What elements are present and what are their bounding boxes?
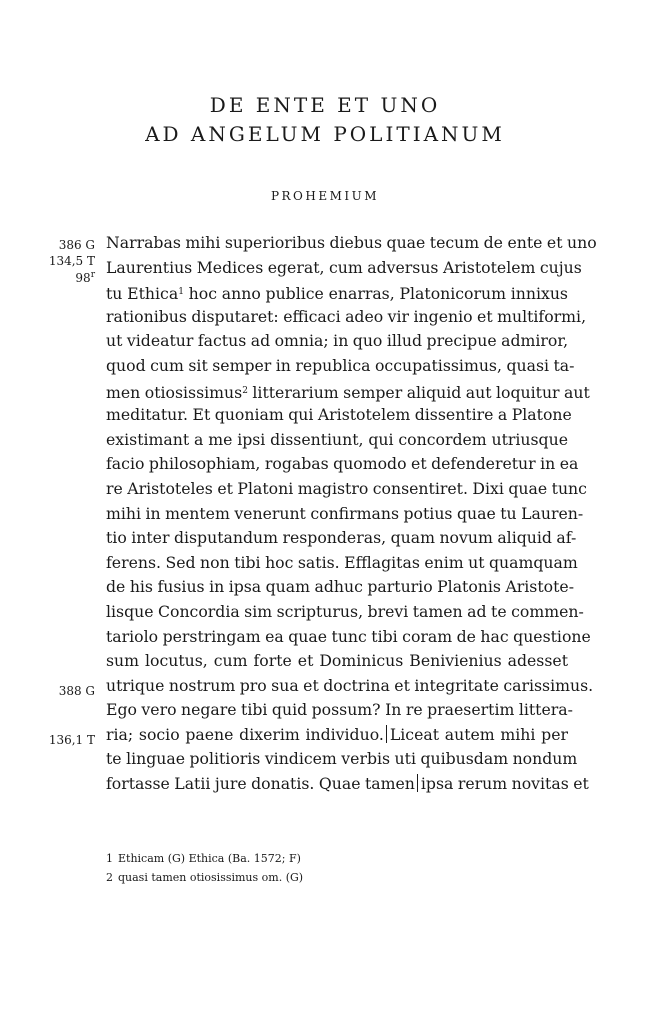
page-title-line-2: AD ANGELUM POLITIANUM [145, 122, 505, 146]
margin-ref-388g: 388 G [58, 684, 95, 698]
page-title-line-1: DE ENTE ET UNO [209, 93, 441, 117]
text-line: existimant a me ipsi dissentiunt, qui concordem utriusque [106, 429, 568, 449]
page-break-marker [417, 774, 418, 792]
text-span: fortasse Latii jure donatis. Quae tamen [106, 774, 415, 794]
footnote [106, 849, 303, 868]
footnote-text: quasi tamen otiosissimus om. (G) [118, 871, 304, 884]
text-span: tu Ethica [106, 284, 179, 304]
text-span: hoc anno publice enarras, Platonicorum innixus [183, 284, 568, 304]
text-line [106, 772, 589, 797]
margin-ref-98r [40, 270, 95, 285]
margin-ref-386g: 386 G [58, 238, 95, 252]
text-span: ria; socio paene dixerim individuo. [106, 724, 384, 744]
text-line: Ego vero negare tibi quid possum? In re praesertim littera- [106, 700, 573, 720]
footnote-number: 2 [106, 871, 113, 884]
text-line: tio inter disputandum responderas, quam novum aliquid af- [106, 528, 577, 548]
text-span: litterarium semper aliquid aut loquitur aut [247, 382, 590, 402]
margin-ref-98r-number: 98 [75, 271, 91, 285]
page-break-marker [386, 725, 387, 743]
text-line: quod cum sit semper in republica occupatissimus, quasi ta- [106, 355, 575, 375]
footnote-marker-1: 1 [178, 287, 184, 298]
footnote-text: Ethicam (G) Ethica (Ba. 1572; F) [118, 852, 301, 865]
text-line: te linguae politioris vindicem verbis uti quibusdam nondum [106, 749, 578, 769]
footnote [106, 868, 303, 887]
text-line: ut videatur factus ad omnia; in quo illud precipue admiror, [106, 331, 569, 351]
text-line: facio philosophiam, rogabas quomodo et defenderetur in ea [106, 454, 579, 474]
text-line: lisque Concordia sim scripturus, brevi tamen ad te commen- [106, 601, 584, 621]
text-line: sum locutus, cum forte et Dominicus Benivienius adesset [106, 651, 568, 671]
footnote-number: 1 [106, 852, 113, 865]
text-line [106, 379, 590, 404]
prohemium-text [106, 231, 597, 797]
section-heading: PROHEMIUM [270, 189, 380, 203]
margin-ref-134-5t: 134,5 T [48, 254, 95, 268]
text-span: ipsa rerum novitas et [420, 774, 589, 794]
text-line: ferens. Sed non tibi hoc satis. Efflagitas enim ut quamquam [106, 552, 578, 572]
text-line: re Aristoteles et Platoni magistro consentiret. Dixi quae tunc [106, 478, 587, 498]
margin-ref-98r-sup: r [90, 270, 95, 280]
footnotes [106, 849, 303, 887]
text-line: utrique nostrum pro sua et doctrina et integritate carissimus. [106, 675, 594, 695]
footnote-marker-2: 2 [242, 385, 248, 396]
text-line: de his fusius in ipsa quam adhuc parturio Platonis Aristote- [106, 577, 574, 597]
text-line: rationibus disputaret: efficaci adeo vir ingenio et multiformi, [106, 306, 587, 326]
text-span: men otiosissimus [106, 382, 243, 402]
text-line: mihi in mentem venerunt confirmans potius quae tu Lauren- [106, 503, 584, 523]
margin-ref-136-1t: 136,1 T [48, 733, 95, 747]
text-line: Narrabas mihi superioribus diebus quae tecum de ente et uno [106, 233, 597, 252]
text-span: Liceat autem mihi per [389, 724, 568, 744]
text-line: tariolo perstringam ea quae tunc tibi coram de hac questione [106, 626, 591, 646]
text-line: meditatur. Et quoniam qui Aristotelem dissentire a Platone [106, 405, 572, 425]
text-line: Laurentius Medices egerat, cum adversus Aristotelem cujus [106, 257, 582, 277]
text-line [106, 280, 568, 305]
text-line [106, 723, 568, 748]
